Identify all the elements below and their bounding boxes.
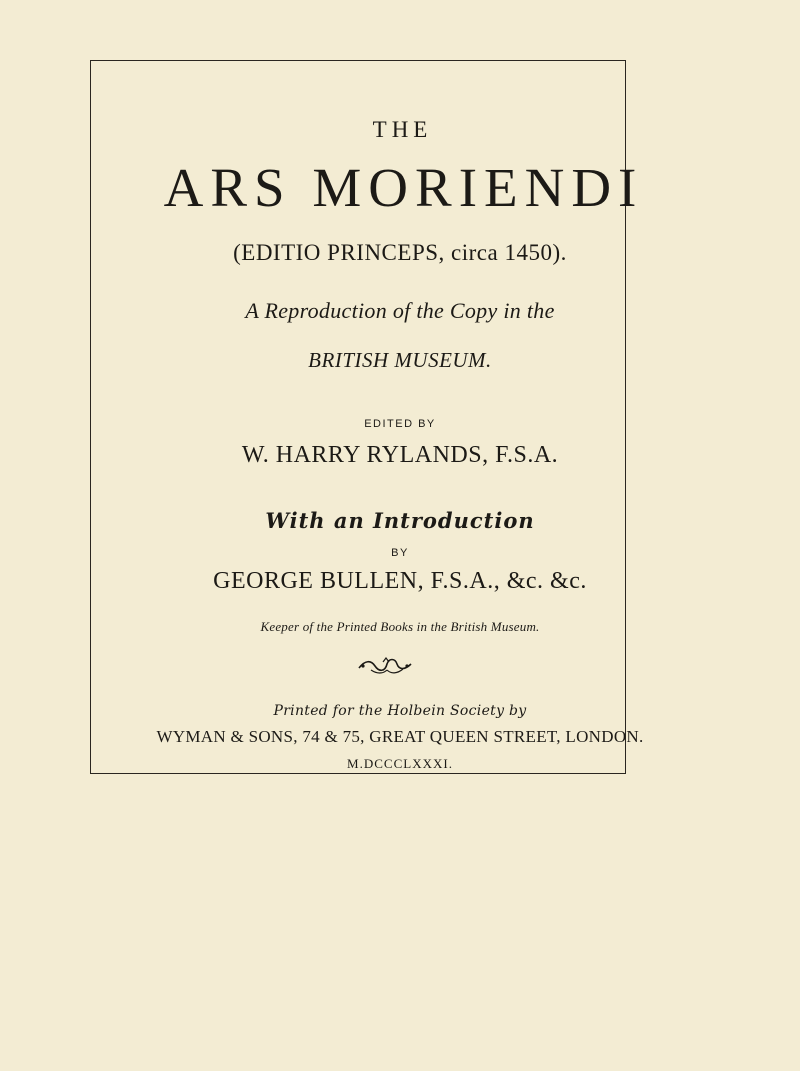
edition-subtitle: (EDITIO PRINCEPS, circa 1450). <box>233 240 567 265</box>
editor-name: W. HARRY RYLANDS, F.S.A. <box>241 442 559 468</box>
publisher-line: WYMAN & SONS, 74 & 75, GREAT QUEEN STREET, LONDON. <box>156 727 644 746</box>
main-title: ARS MORIENDI <box>163 157 644 218</box>
museum-line: BRITISH MUSEUM. <box>308 348 492 372</box>
reproduction-line: A Reproduction of the Copy in the <box>245 298 555 323</box>
introduction-heading: With an Introduction <box>265 508 535 533</box>
publication-date: M.DCCCLXXXI. <box>347 756 453 771</box>
author-role: Keeper of the Printed Books in the British Museum. <box>260 619 540 634</box>
printed-for-line: Printed for the Holbein Society by <box>273 703 527 719</box>
introduction-author: GEORGE BULLEN, F.S.A., &c. &c. <box>213 568 587 594</box>
title-the: THE <box>372 117 433 142</box>
edited-by-label: EDITED BY <box>364 418 436 430</box>
floral-ornament-icon <box>357 656 413 676</box>
by-label: BY <box>391 547 409 559</box>
